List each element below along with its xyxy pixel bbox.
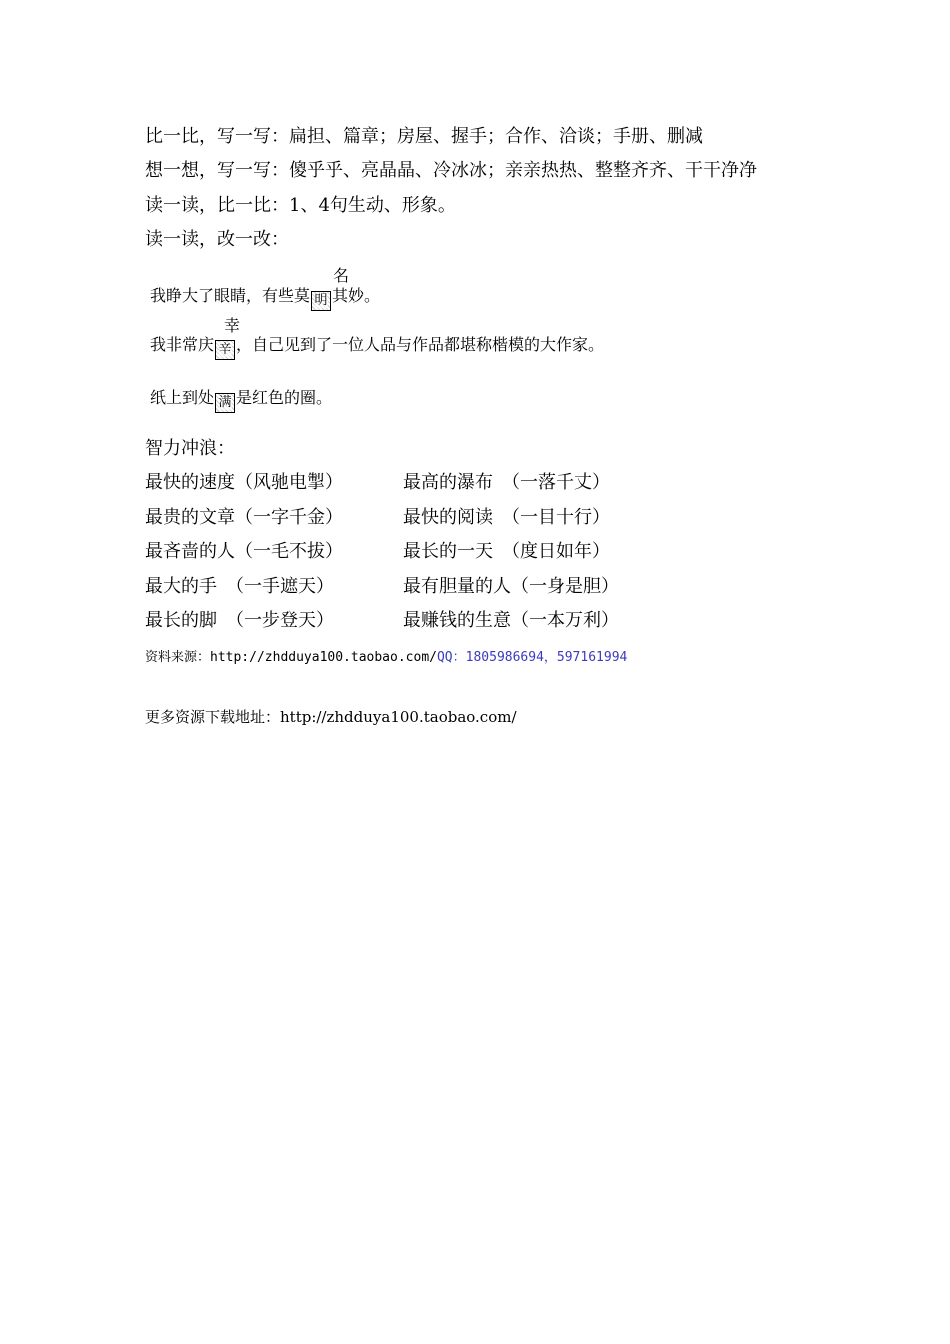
sentence-text: 纸上到处 <box>150 388 215 407</box>
line-think-write: 想一想，写一写：傻乎乎、亮晶晶、冷冰冰；亲亲热热、整整齐齐、干干净净 <box>145 160 757 181</box>
correction-mark: 幸 <box>224 316 241 335</box>
source-prefix: 资料来源：http://zhdduya100.taobao.com/ <box>145 650 437 665</box>
puzzle-title: 智力冲浪： <box>145 438 235 459</box>
correction-mark: 名 <box>333 266 350 285</box>
qq-contact: QQ：1805986694，597161994 <box>436 650 628 665</box>
sentence-text: 其妙。 <box>332 286 381 305</box>
wrong-char-box: 满 <box>215 393 235 413</box>
puzzle-left-item: 最吝啬的人（一毛不拔） <box>145 541 343 562</box>
sentence-text: 我非常庆 <box>150 335 215 354</box>
correction-sentence <box>150 387 332 413</box>
correction-sentence <box>150 285 380 311</box>
puzzle-right-item: 最长的一天 （度日如年） <box>403 541 610 562</box>
puzzle-right-item: 最快的阅读 （一目十行） <box>403 507 610 528</box>
sentence-text: 我睁大了眼睛，有些莫 <box>150 286 311 305</box>
puzzle-left-item: 最贵的文章（一字千金） <box>145 507 343 528</box>
sentence-text: ，自己见到了一位人品与作品都堪称楷模的大作家。 <box>236 335 605 354</box>
wrong-char-box: 明 <box>311 291 331 311</box>
puzzle-left-item: 最大的手 （一手遮天） <box>145 576 334 597</box>
line-read-correct: 读一读，改一改： <box>145 229 289 250</box>
sentence-text: 是红色的圈。 <box>236 388 333 407</box>
more-resources-link[interactable]: 更多资源下载地址：http://zhdduya100.taobao.com/ <box>145 708 517 726</box>
correction-sentence <box>150 334 604 360</box>
puzzle-right-item: 最有胆量的人（一身是胆） <box>403 576 619 597</box>
line-compare-write: 比一比，写一写：扁担、篇章；房屋、握手；合作、洽谈；手册、删减 <box>145 126 703 147</box>
source-line <box>145 646 627 665</box>
puzzle-right-item: 最赚钱的生意（一本万利） <box>403 610 619 631</box>
puzzle-left-item: 最快的速度（风驰电掣） <box>145 472 343 493</box>
wrong-char-box: 辛 <box>215 340 235 360</box>
puzzle-right-item: 最高的瀑布 （一落千丈） <box>403 472 610 493</box>
puzzle-left-item: 最长的脚 （一步登天） <box>145 610 334 631</box>
line-read-compare: 读一读，比一比：1、4句生动、形象。 <box>145 195 456 216</box>
